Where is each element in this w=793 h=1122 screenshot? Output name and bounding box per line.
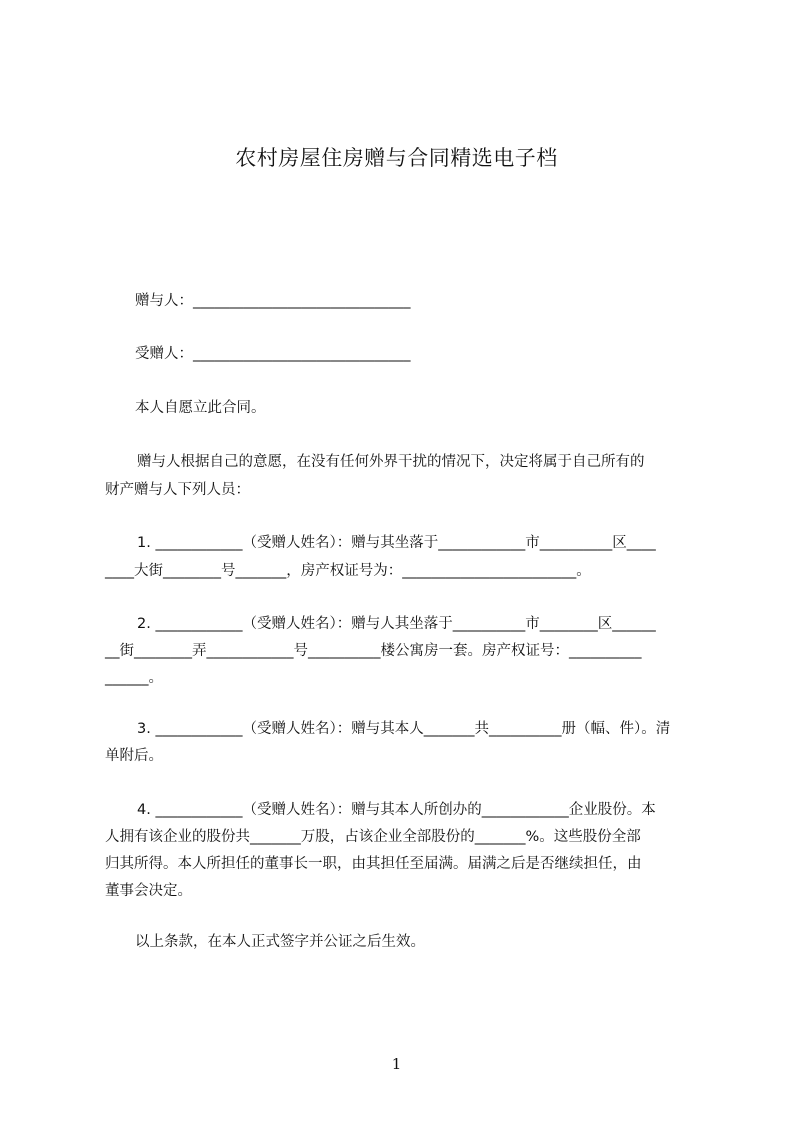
item1-line-1: 1. ____________（受赠人姓名）：赠与其坐落于____________市__________区____ bbox=[137, 535, 656, 551]
item2-line-1: 2. ____________（受赠人姓名）：赠与人其坐落于__________市________区______ bbox=[137, 616, 656, 632]
document-title: 农村房屋住房赠与合同精选电子档 bbox=[235, 146, 558, 170]
item4-line-2: 人拥有该企业的股份共_______万股，占该企业全部股份的_______%。这些股份全部 bbox=[105, 829, 641, 845]
item3-line-1: 3. ____________（受赠人姓名）：赠与其本人_______共__________册（幅、件）。清 bbox=[137, 721, 671, 737]
preamble-line-1: 赠与人根据自己的意愿，在没有任何外界干扰的情况下，决定将属于自己所有的 bbox=[137, 454, 645, 470]
page-number: 1 bbox=[391, 1055, 402, 1073]
item2-line-3: ______。 bbox=[105, 670, 163, 686]
preamble-line-2: 财产赠与人下列人员： bbox=[105, 482, 250, 498]
item2-line-2: __街________弄____________号__________楼公寓房一套。房产权证号：__________ bbox=[105, 643, 642, 659]
item1-line-2: ____大街________号_______，房产权证号为：________________________。 bbox=[105, 563, 591, 579]
item4-line-3: 归其所得。本人所担任的董事长一职，由其担任至届满。届满之后是否继续担任，由 bbox=[105, 856, 642, 872]
intro-line: 本人自愿立此合同。 bbox=[135, 400, 266, 416]
donee-line: 受赠人：______________________________ bbox=[135, 346, 411, 362]
item4-line-1: 4. ____________（受赠人姓名）：赠与其本人所创办的____________企业股份。本 bbox=[137, 802, 656, 818]
donor-line: 赠与人：______________________________ bbox=[135, 293, 411, 309]
closing-line: 以上条款，在本人正式签字并公证之后生效。 bbox=[135, 934, 425, 950]
item3-line-2: 单附后。 bbox=[105, 748, 163, 764]
item4-line-4: 董事会决定。 bbox=[105, 883, 192, 899]
